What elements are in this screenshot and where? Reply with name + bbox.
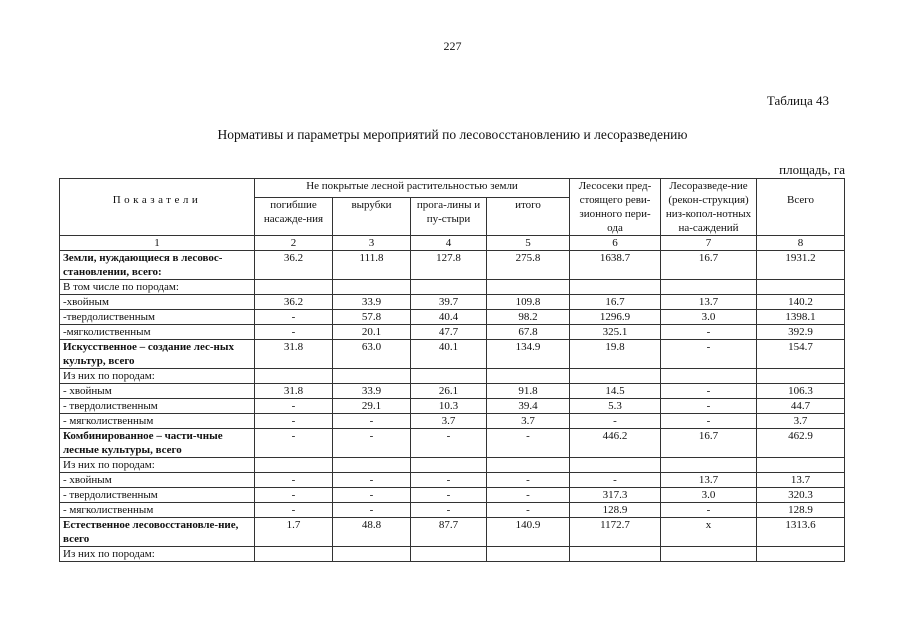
table-cell [411, 547, 487, 562]
row-label: -мягколиственным [60, 325, 255, 340]
table-cell: 40.1 [411, 340, 487, 369]
table-row [60, 251, 845, 280]
row-label: -хвойным [60, 295, 255, 310]
table-row [60, 340, 845, 369]
column-number: 3 [333, 236, 411, 251]
column-number: 5 [487, 236, 570, 251]
table-cell [411, 369, 487, 384]
table-cell: 31.8 [255, 340, 333, 369]
table-cell: - [255, 488, 333, 503]
table-cell: - [333, 414, 411, 429]
table-cell: 13.7 [661, 473, 757, 488]
table-cell [570, 369, 661, 384]
table-cell: - [487, 429, 570, 458]
column-number: 8 [757, 236, 845, 251]
table-cell [757, 458, 845, 473]
table-cell: 134.9 [487, 340, 570, 369]
column-number-row [60, 236, 845, 251]
table-cell [411, 458, 487, 473]
table-cell [255, 547, 333, 562]
table-cell [333, 280, 411, 295]
table-cell: - [333, 503, 411, 518]
table-row [60, 414, 845, 429]
table-cell: - [333, 488, 411, 503]
table-cell: - [333, 429, 411, 458]
row-label: -твердолиственным [60, 310, 255, 325]
table-cell: 320.3 [757, 488, 845, 503]
row-label: - хвойным [60, 473, 255, 488]
column-number: 2 [255, 236, 333, 251]
table-cell: 87.7 [411, 518, 487, 547]
table-cell: 317.3 [570, 488, 661, 503]
table-cell: 1172.7 [570, 518, 661, 547]
row-label: Земли, нуждающиеся в лесовос-становлении, всего: [60, 251, 255, 280]
row-label: Естественное лесовосстановле-ние, всего [60, 518, 255, 547]
header-indicators: Показатели [60, 179, 255, 236]
table-cell: 63.0 [333, 340, 411, 369]
table-cell: 3.7 [487, 414, 570, 429]
column-number: 7 [661, 236, 757, 251]
table-cell: 20.1 [333, 325, 411, 340]
header-subtotal: итого [487, 198, 570, 236]
table-cell: 109.8 [487, 295, 570, 310]
table-cell [333, 547, 411, 562]
table-cell: 33.9 [333, 295, 411, 310]
header-cutting-areas: Лесосеки пред-стоящего реви-зионного пери-ода [570, 179, 661, 236]
table-cell [487, 547, 570, 562]
table-cell: 16.7 [661, 251, 757, 280]
table-cell: 1638.7 [570, 251, 661, 280]
row-label: Искусственное – создание лес-ных культур, всего [60, 340, 255, 369]
table-cell: - [255, 414, 333, 429]
table-cell: - [661, 414, 757, 429]
table-cell: - [487, 473, 570, 488]
table-cell [255, 369, 333, 384]
table-cell: 1.7 [255, 518, 333, 547]
table-cell: - [570, 414, 661, 429]
header-total: Всего [757, 179, 845, 236]
table-cell [570, 547, 661, 562]
row-label: - мягколиственным [60, 503, 255, 518]
row-label: - мягколиственным [60, 414, 255, 429]
table-cell [487, 280, 570, 295]
row-label: Из них по породам: [60, 547, 255, 562]
header-afforestation: Лесоразведе-ние (рекон-струкция) низ-копол-нотных на-саждений [661, 179, 757, 236]
table-cell: 44.7 [757, 399, 845, 414]
table-cell: 57.8 [333, 310, 411, 325]
column-number: 6 [570, 236, 661, 251]
table-cell: 111.8 [333, 251, 411, 280]
table-cell [757, 547, 845, 562]
table-cell [333, 369, 411, 384]
table-cell: - [333, 473, 411, 488]
table-row [60, 458, 845, 473]
table-cell: - [661, 340, 757, 369]
table-cell: 98.2 [487, 310, 570, 325]
table-cell [255, 280, 333, 295]
table-cell: 1296.9 [570, 310, 661, 325]
document-title: Нормативы и параметры мероприятий по лесовосстановлению и лесоразведению [217, 127, 688, 142]
header-row-1 [60, 179, 845, 198]
table-cell [411, 280, 487, 295]
table-cell: 5.3 [570, 399, 661, 414]
row-label: Из них по породам: [60, 458, 255, 473]
table-row [60, 518, 845, 547]
table-cell: 128.9 [757, 503, 845, 518]
table-cell: 13.7 [757, 473, 845, 488]
table-cell: 47.7 [411, 325, 487, 340]
table-cell: - [255, 503, 333, 518]
table-cell: - [411, 473, 487, 488]
table-row [60, 384, 845, 399]
column-number: 4 [411, 236, 487, 251]
table-cell: 446.2 [570, 429, 661, 458]
table-row [60, 399, 845, 414]
table-cell: 106.3 [757, 384, 845, 399]
table-cell: 39.7 [411, 295, 487, 310]
table-cell: - [661, 503, 757, 518]
table-cell [661, 458, 757, 473]
table-cell: - [255, 325, 333, 340]
table-cell [487, 458, 570, 473]
table-row [60, 547, 845, 562]
table-cell: 26.1 [411, 384, 487, 399]
table-cell: - [661, 325, 757, 340]
table-cell: 128.9 [570, 503, 661, 518]
table-cell [333, 458, 411, 473]
table-cell: 40.4 [411, 310, 487, 325]
table-cell: 39.4 [487, 399, 570, 414]
table-cell [255, 458, 333, 473]
table-row [60, 473, 845, 488]
table-cell: 36.2 [255, 251, 333, 280]
table-row [60, 369, 845, 384]
data-table [59, 178, 845, 562]
table-cell: 3.0 [661, 310, 757, 325]
table-cell: - [411, 488, 487, 503]
header-gaps: прога-лины и пу-стыри [411, 198, 487, 236]
table-cell: - [487, 503, 570, 518]
table-cell: 140.9 [487, 518, 570, 547]
table-row [60, 280, 845, 295]
page-number: 227 [443, 39, 462, 53]
table-cell: - [255, 310, 333, 325]
table-cell: - [661, 399, 757, 414]
table-cell: - [487, 488, 570, 503]
row-label: Комбинированное – части-чные лесные культуры, всего [60, 429, 255, 458]
table-cell [757, 280, 845, 295]
table-cell: 31.8 [255, 384, 333, 399]
table-cell: 3.7 [757, 414, 845, 429]
table-cell [487, 369, 570, 384]
table-cell: 14.5 [570, 384, 661, 399]
table-cell: 275.8 [487, 251, 570, 280]
units-label: площадь, га [779, 162, 845, 177]
table-cell: 127.8 [411, 251, 487, 280]
table-cell: - [411, 503, 487, 518]
table-cell [661, 280, 757, 295]
table-cell: 1931.2 [757, 251, 845, 280]
row-label: В том числе по породам: [60, 280, 255, 295]
table-cell [570, 458, 661, 473]
table-cell: 325.1 [570, 325, 661, 340]
table-label: Таблица 43 [766, 93, 829, 108]
table-cell: 1313.6 [757, 518, 845, 547]
table-cell: 33.9 [333, 384, 411, 399]
table-cell: 48.8 [333, 518, 411, 547]
table-cell: 1398.1 [757, 310, 845, 325]
row-label: - твердолиственным [60, 399, 255, 414]
table-cell: - [255, 399, 333, 414]
table-row [60, 295, 845, 310]
column-number: 1 [60, 236, 255, 251]
table-cell: 36.2 [255, 295, 333, 310]
table-cell: 392.9 [757, 325, 845, 340]
table-row [60, 429, 845, 458]
table-cell: х [661, 518, 757, 547]
table-cell [661, 369, 757, 384]
row-label: - твердолиственным [60, 488, 255, 503]
table-cell: 462.9 [757, 429, 845, 458]
row-label: Из них по породам: [60, 369, 255, 384]
header-clearcuts: вырубки [333, 198, 411, 236]
table-cell: 154.7 [757, 340, 845, 369]
table-cell: 16.7 [570, 295, 661, 310]
table-cell: 3.0 [661, 488, 757, 503]
table-cell [661, 547, 757, 562]
header-uncovered-lands: Не покрытые лесной растительностью земли [255, 179, 570, 198]
table-row [60, 325, 845, 340]
table-cell: 140.2 [757, 295, 845, 310]
table-cell: 67.8 [487, 325, 570, 340]
table-cell: 19.8 [570, 340, 661, 369]
table-cell: - [255, 429, 333, 458]
header-dead-stands: погибшие насажде-ния [255, 198, 333, 236]
table-row [60, 503, 845, 518]
table-cell: - [661, 384, 757, 399]
table-cell [757, 369, 845, 384]
table-cell: 3.7 [411, 414, 487, 429]
table-cell: 91.8 [487, 384, 570, 399]
table-cell [570, 280, 661, 295]
row-label: - хвойным [60, 384, 255, 399]
table-cell: 13.7 [661, 295, 757, 310]
table-cell: - [411, 429, 487, 458]
table-row [60, 488, 845, 503]
table-cell: 29.1 [333, 399, 411, 414]
table-cell: - [570, 473, 661, 488]
table-cell: 10.3 [411, 399, 487, 414]
table-cell: 16.7 [661, 429, 757, 458]
table-row [60, 310, 845, 325]
table-cell: - [255, 473, 333, 488]
